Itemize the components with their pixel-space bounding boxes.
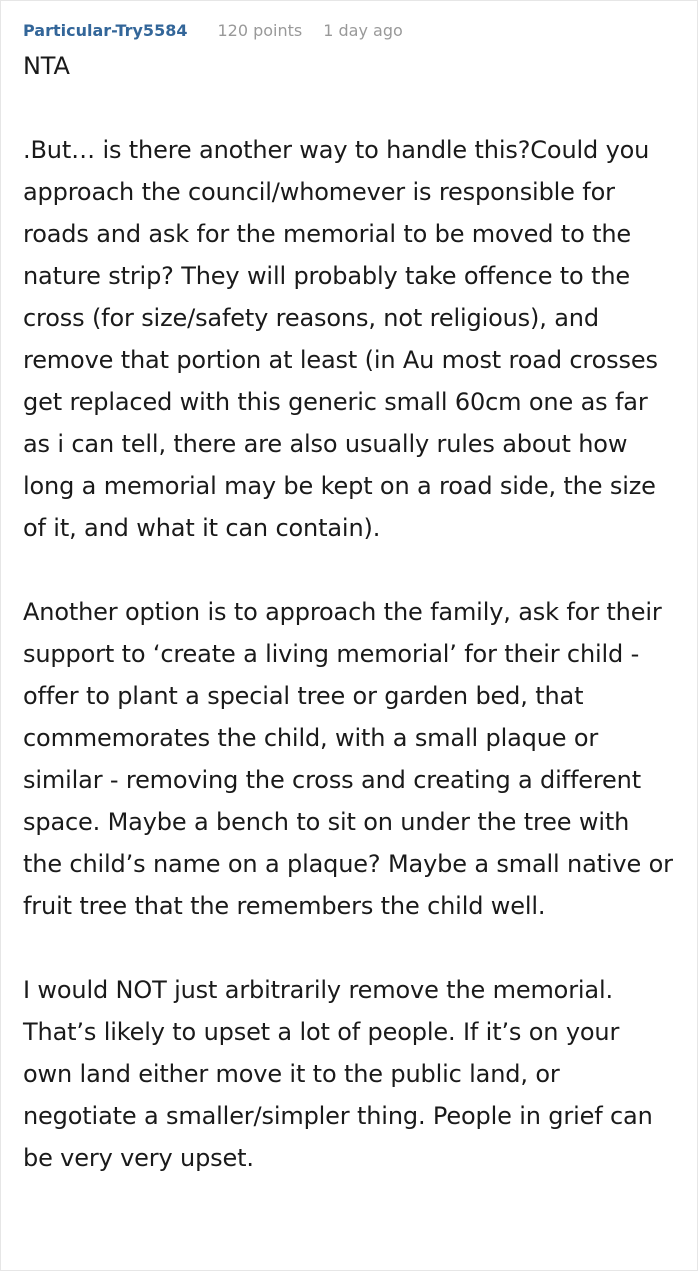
comment-body <box>23 45 673 1179</box>
comment <box>23 17 673 1179</box>
comment-paragraph: I would NOT just arbitrarily remove the memorial. That’s likely to upset a lot of people. If it’s on your own land either move it to the public land, or negotiate a smaller/simpler thing. People in grief can be very very upset. <box>23 976 653 1172</box>
comment-paragraph: Another option is to approach the family, ask for their support to ‘create a living memorial’ for their child - offer to plant a special tree or garden bed, that commemorates the child, with a small plaque or similar - removing the cross and creating a different space. Maybe a bench to sit on under the tree with the child’s name on a plaque? Maybe a small native or fruit tree that the remembers the child well. <box>23 598 673 920</box>
comment-paragraph: .But… is there another way to handle this?Could you approach the council/whomever is responsible for roads and ask for the memorial to be moved to the nature strip? They will probably take offence to the cross (for size/safety reasons, not religious), and remove that portion at least (in Au most road crosses get replaced with this generic small 60cm one as far as i can tell, there are also usually rules about how long a memorial may be kept on a road side, the size of it, and what it can contain). <box>23 136 658 542</box>
comment-points: 120 points <box>217 21 303 40</box>
comment-timestamp[interactable]: 1 day ago <box>323 21 403 40</box>
comment-paragraph: NTA <box>23 52 70 80</box>
comment-author[interactable]: Particular-Try5584 <box>23 21 188 40</box>
comment-meta <box>23 17 673 45</box>
